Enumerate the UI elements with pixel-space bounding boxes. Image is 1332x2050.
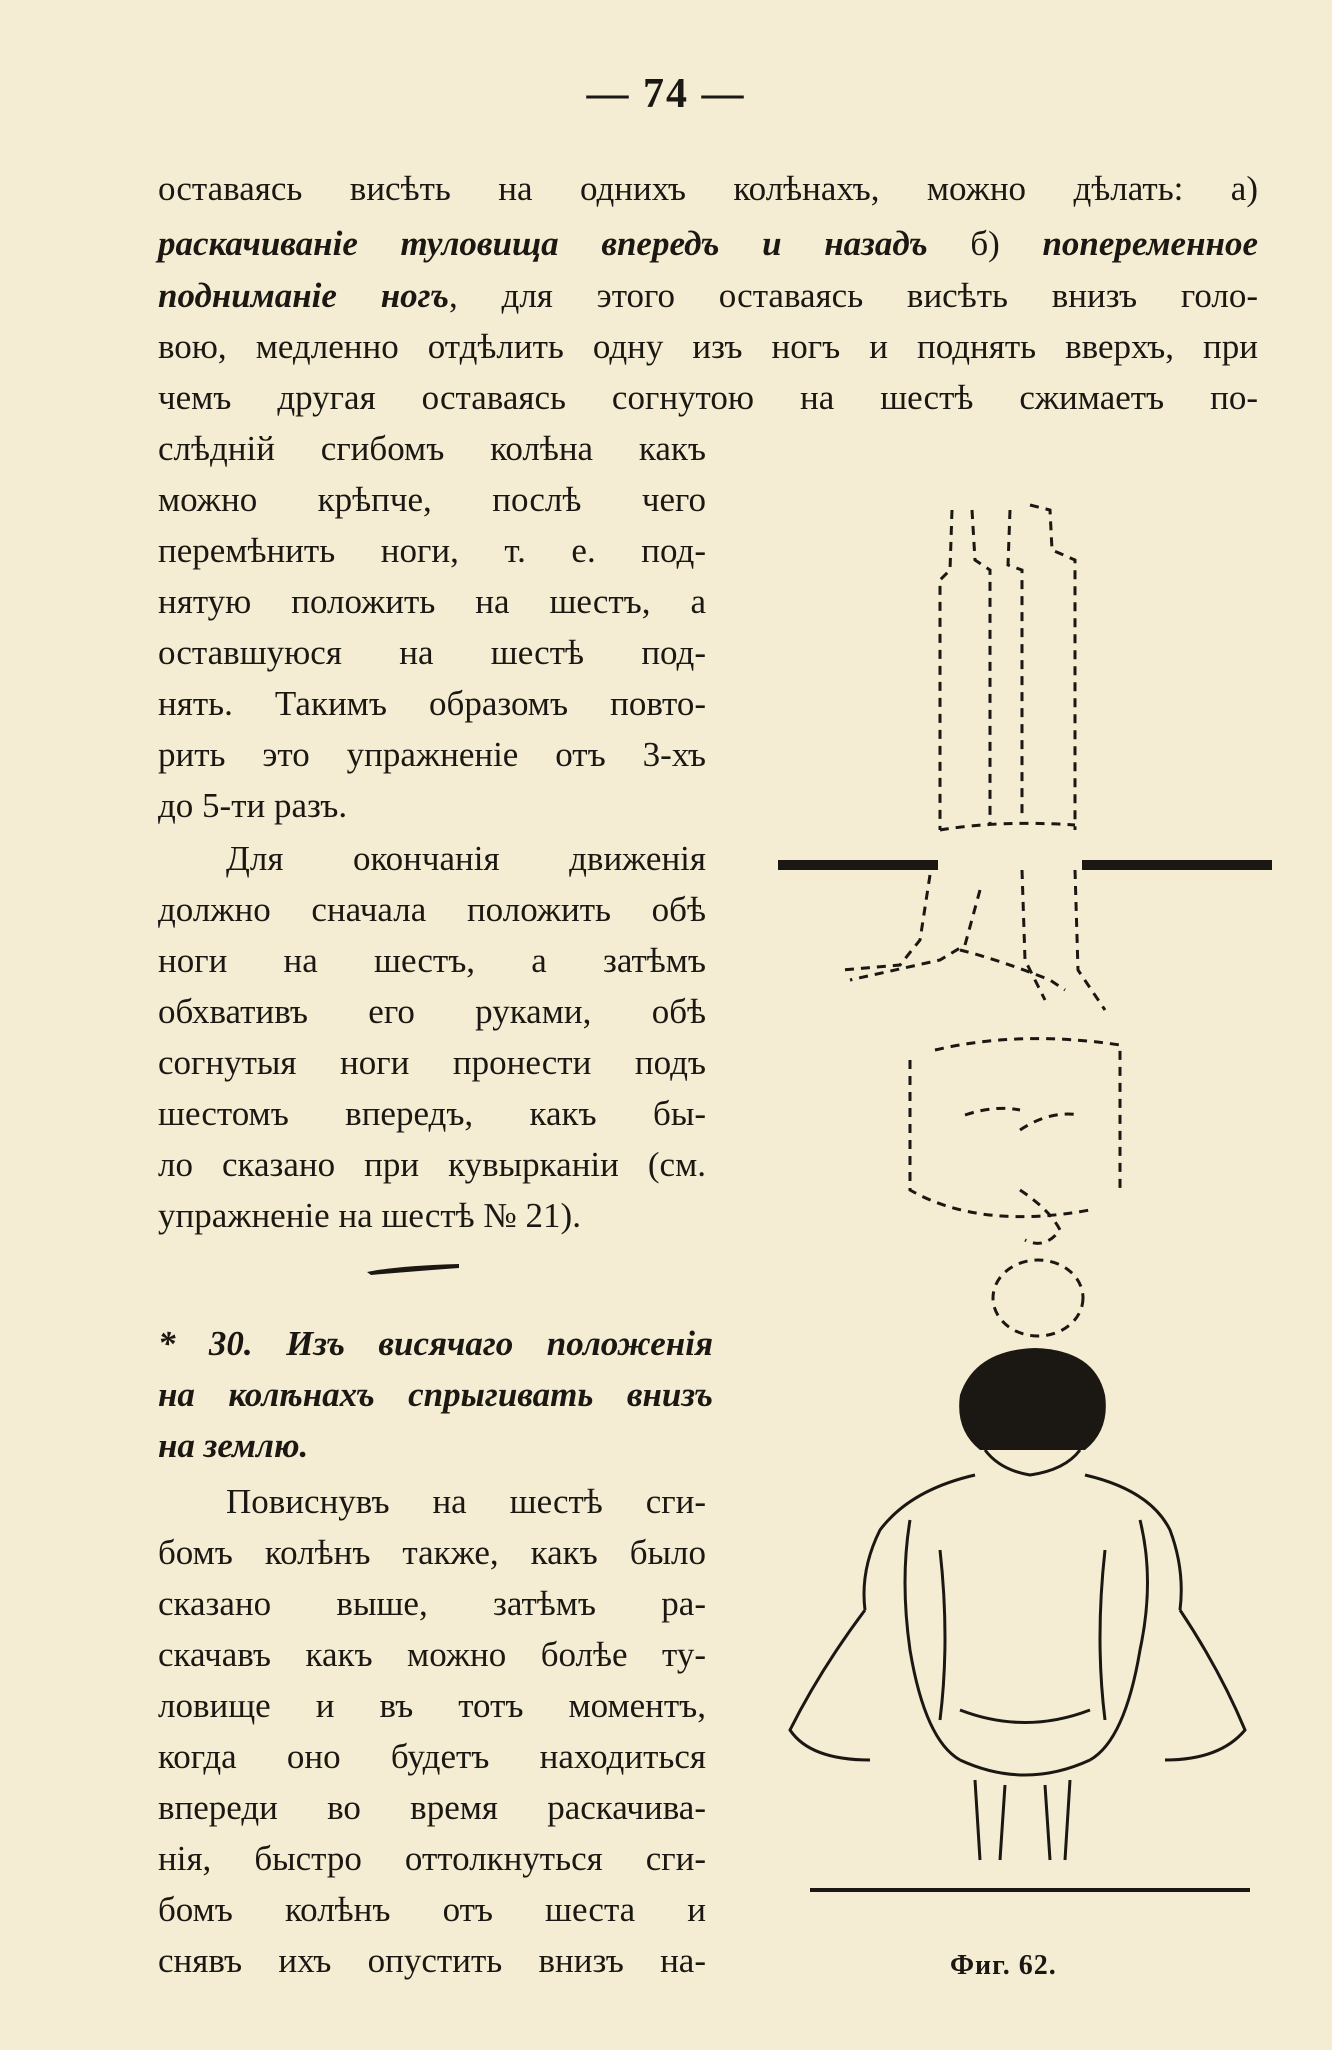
text-line: оставшуюся на шестѣ под- xyxy=(158,633,706,672)
text-line: когда оно будетъ находиться xyxy=(158,1737,706,1776)
text-line: Для окончанiя движенiя xyxy=(226,839,706,878)
text-line: Повиснувъ на шестѣ сги- xyxy=(226,1482,706,1521)
text-fragment: б) xyxy=(927,224,1043,263)
text-line: бомъ колѣнъ также, какъ было xyxy=(158,1533,706,1572)
text-line xyxy=(158,220,1258,268)
exercise-heading: на землю. xyxy=(158,1426,309,1465)
italic-phrase: раскачиванiе туловища впередъ и назадъ xyxy=(158,224,928,263)
text-line: нять. Такимъ образомъ повто- xyxy=(158,684,706,723)
text-line: нiя, быстро оттолкнуться сги- xyxy=(158,1839,706,1878)
italic-phrase: попеременное xyxy=(1042,224,1258,263)
text-line: шестомъ впередъ, какъ бы- xyxy=(158,1094,706,1133)
text-line: чемъ другая оставаясь согнутою на шестѣ сжимаетъ по- xyxy=(158,378,1258,417)
text-line: ноги на шестъ, а затѣмъ xyxy=(158,941,706,980)
text-line xyxy=(158,272,1258,320)
text-line: перемѣнить ноги, т. е. под- xyxy=(158,531,706,570)
text-line: нятую положить на шестъ, а xyxy=(158,582,706,621)
text-line: впереди во время раскачива- xyxy=(158,1788,706,1827)
text-line: оставаясь висѣть на однихъ колѣнахъ, можно дѣлать: a) xyxy=(158,169,1258,208)
exercise-heading: * 30. Изъ висячаго положенiя xyxy=(158,1324,713,1363)
text-line: согнутыя ноги пронести подъ xyxy=(158,1043,706,1082)
text-line: ло сказано при кувырканiи (см. xyxy=(158,1145,706,1184)
text-line: вою, медленно отдѣлить одну изъ ногъ и поднять вверхъ, при xyxy=(158,327,1258,366)
text-line: можно крѣпче, послѣ чего xyxy=(158,480,706,519)
italic-phrase: подниманiе ногъ xyxy=(158,276,449,315)
text-line: сказано выше, затѣмъ ра- xyxy=(158,1584,706,1623)
text-line: скачавъ какъ можно болѣе ту- xyxy=(158,1635,706,1674)
figure-caption: Фиг. 62. xyxy=(950,1950,1057,1981)
text-fragment: , для этого оставаясь висѣть внизъ голо- xyxy=(449,276,1258,315)
text-line: должно сначала положить обѣ xyxy=(158,890,706,929)
page-number: — 74 — xyxy=(586,71,746,117)
text-line: до 5-ти разъ. xyxy=(158,786,348,825)
exercise-heading: на колѣнахъ спрыгивать внизъ xyxy=(158,1375,713,1414)
text-line: ловище и въ тотъ моментъ, xyxy=(158,1686,706,1725)
separator-flourish xyxy=(365,1262,461,1276)
text-line: снявъ ихъ опустить внизъ на- xyxy=(158,1941,706,1980)
text-line: обхвативъ его руками, обѣ xyxy=(158,992,706,1031)
gymnast-illustration xyxy=(760,490,1280,1910)
text-line: бомъ колѣнъ отъ шеста и xyxy=(158,1890,706,1929)
text-line: слѣднiй сгибомъ колѣна какъ xyxy=(158,429,706,468)
text-line: рить это упражненiе отъ 3-хъ xyxy=(158,735,706,774)
text-line: упражненiе на шестѣ № 21). xyxy=(158,1196,581,1235)
